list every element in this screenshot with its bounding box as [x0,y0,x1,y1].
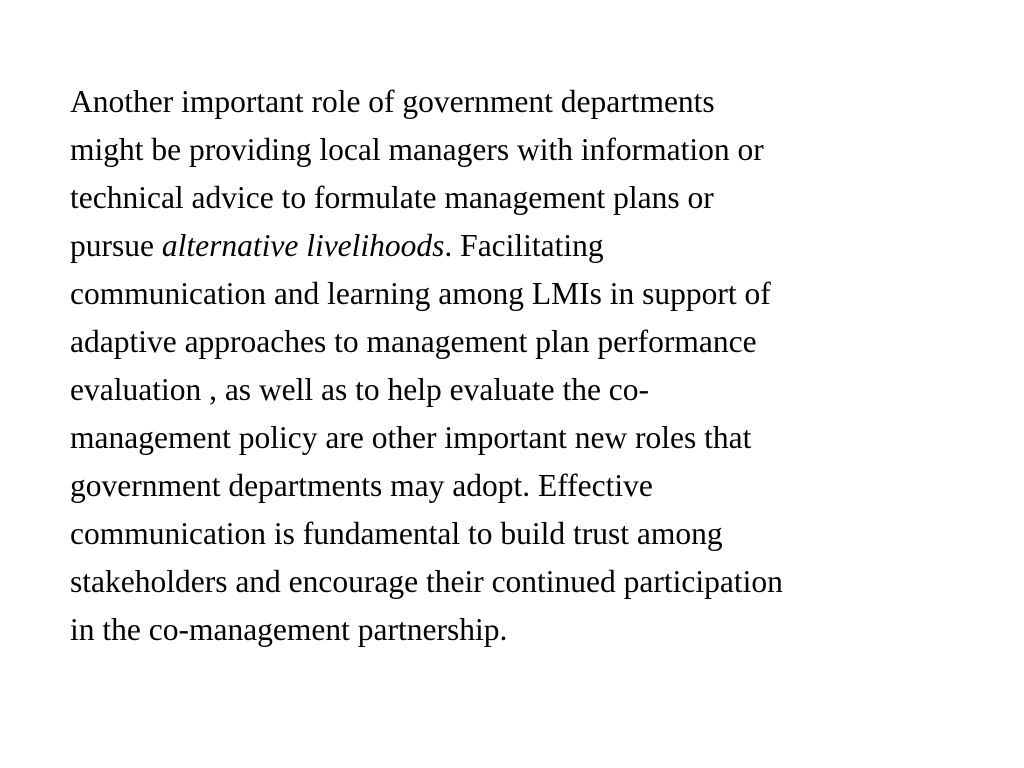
paragraph-line [70,222,990,270]
paragraph-line: might be providing local managers with information or [70,132,764,167]
body-paragraph [70,78,990,654]
paragraph-line: communication and learning among LMIs in support of [70,276,771,311]
paragraph-line: communication is fundamental to build trust among [70,516,723,551]
italic-phrase: alternative livelihoods [161,228,445,263]
paragraph-line: Another important role of government departments [70,84,715,119]
paragraph-line: government departments may adopt. Effective [70,468,653,503]
paragraph-line: management policy are other important new roles that [70,420,752,455]
paragraph-line: adaptive approaches to management plan performance [70,324,757,359]
paragraph-line: in the co-management partnership. [70,612,508,647]
paragraph-line: stakeholders and encourage their continued participation [70,564,783,599]
paragraph-text: . Facilitating [444,228,604,263]
paragraph-line: evaluation , as well as to help evaluate the co- [70,372,650,407]
paragraph-text: pursue [70,228,162,263]
paragraph-line: technical advice to formulate management plans or [70,180,714,215]
